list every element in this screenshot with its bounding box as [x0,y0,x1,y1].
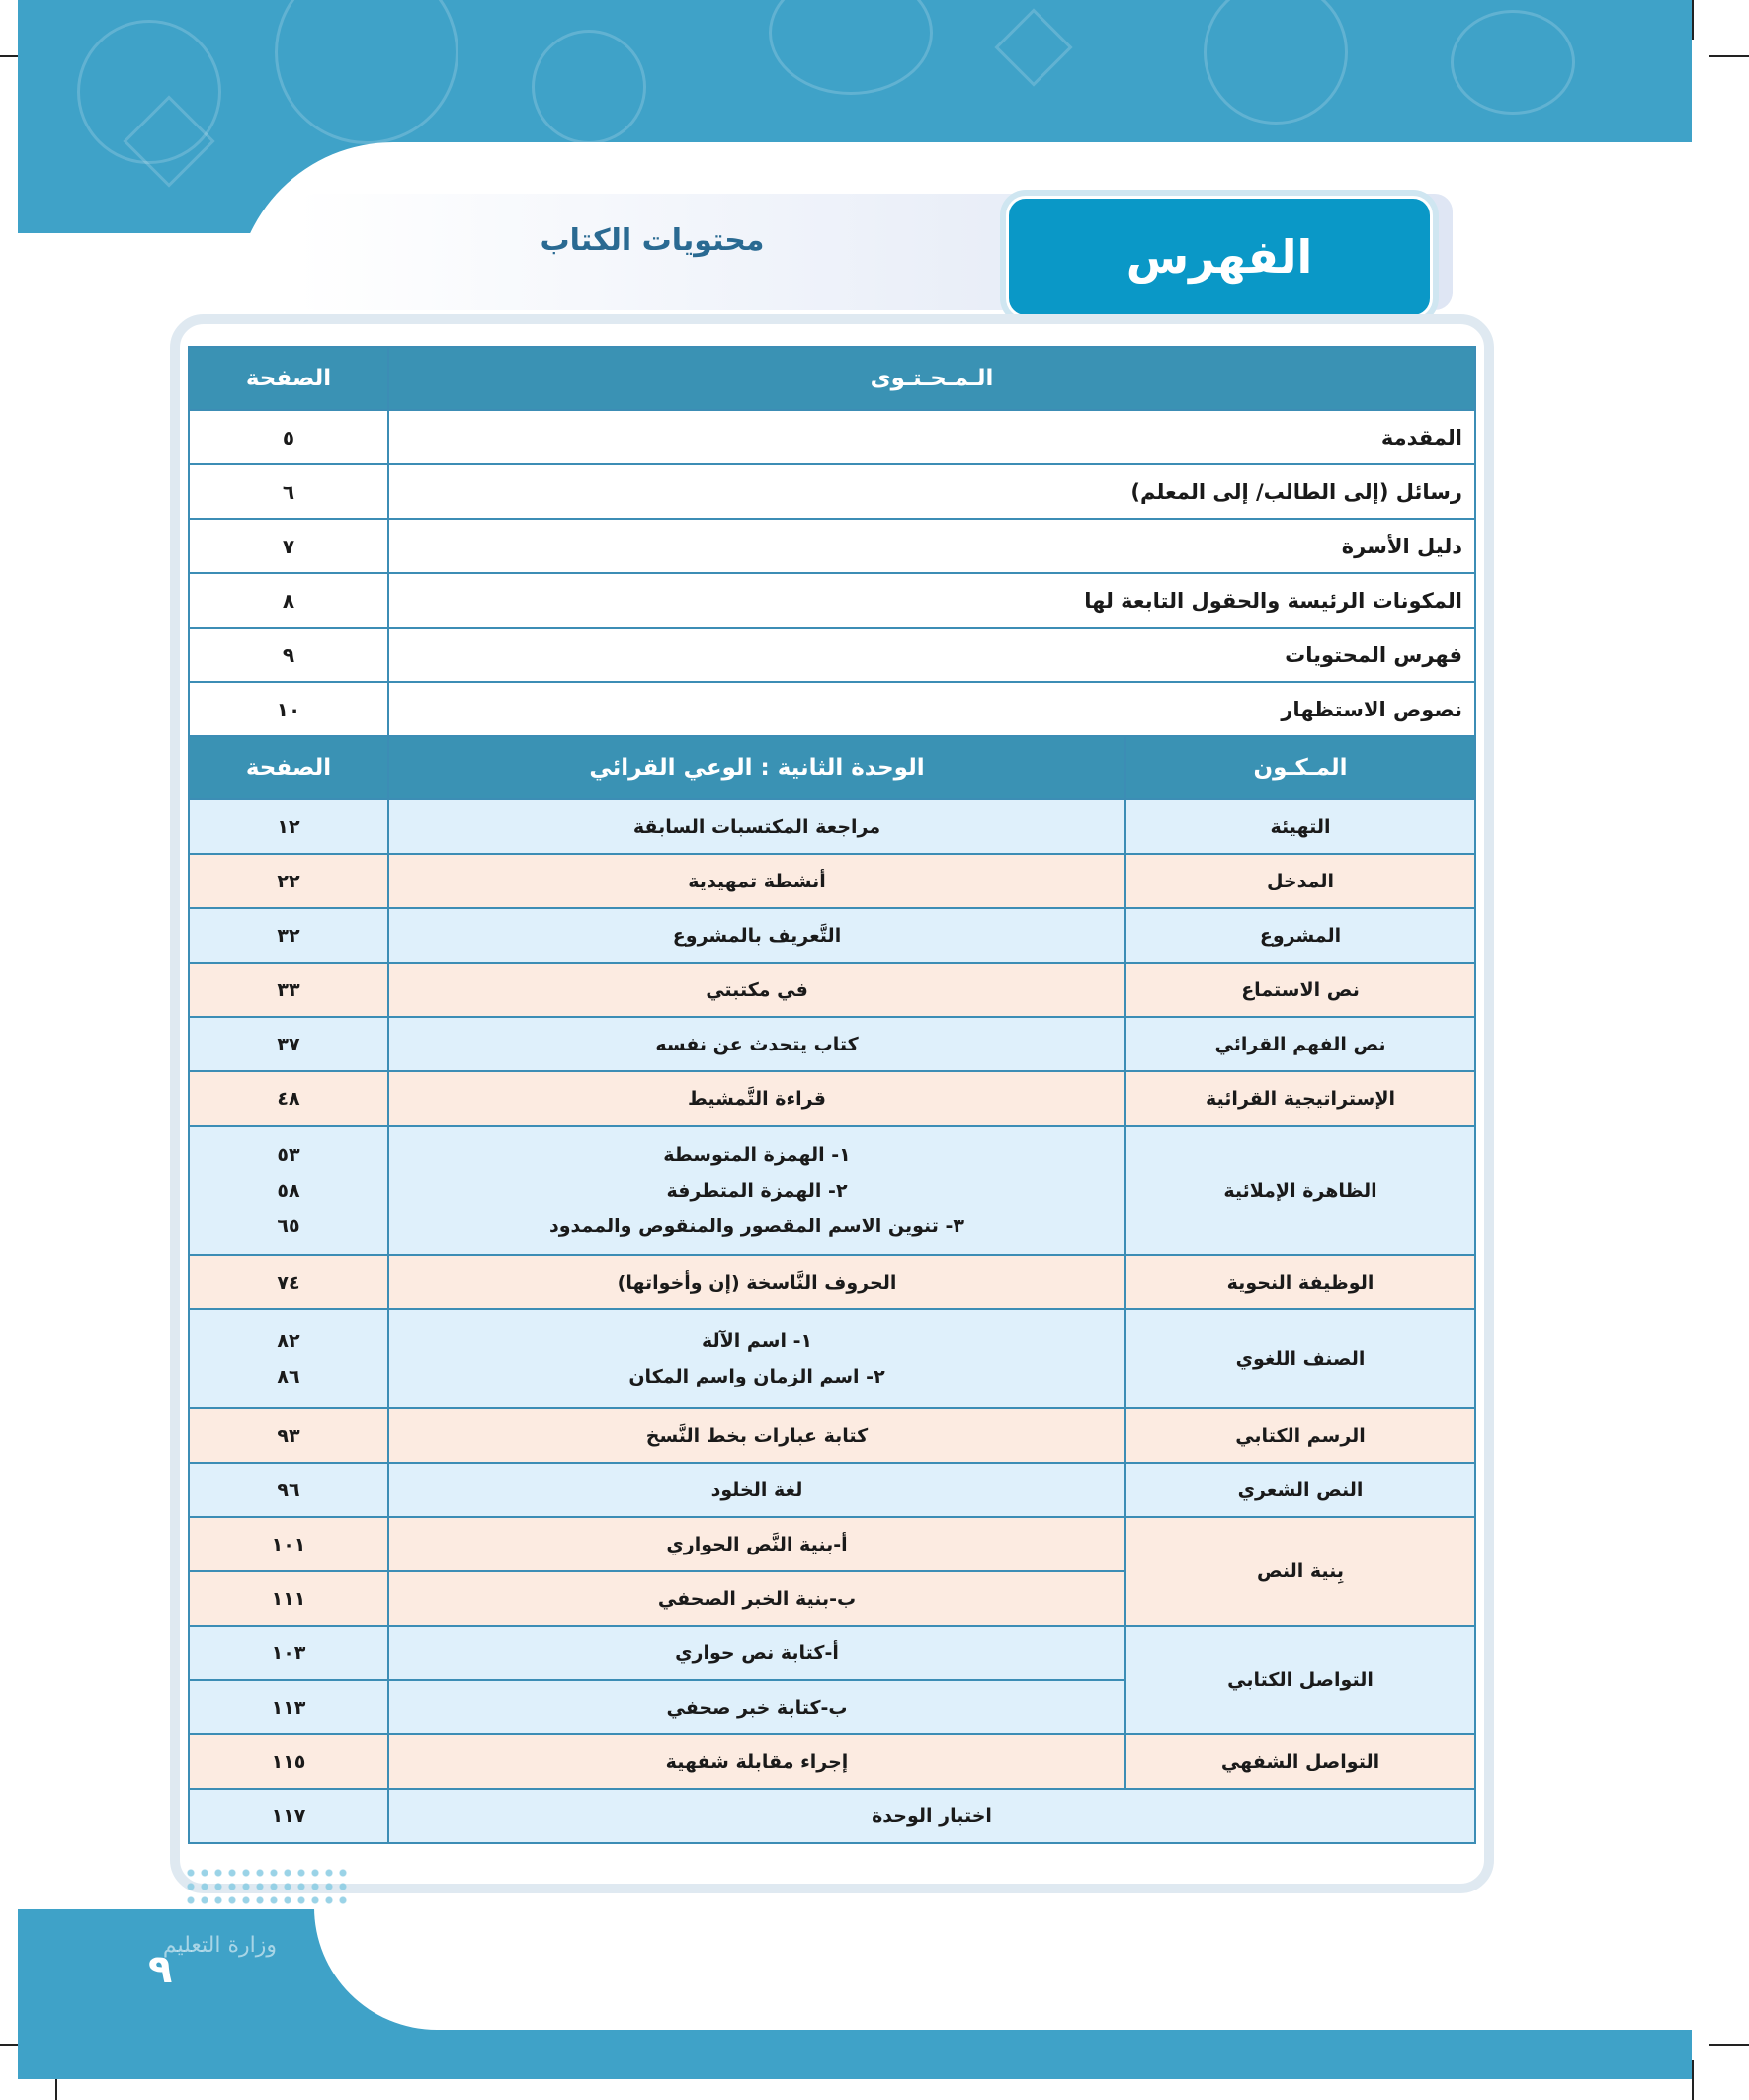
page-cell: ١٠٣ [189,1626,388,1680]
table-row [189,1017,1475,1071]
topic-cell: لغة الخلود [388,1463,1125,1517]
table-row [189,1789,1475,1843]
table-row [189,1517,1475,1571]
page-cell: ٣٢ [189,908,388,963]
header-page: الصفحة [189,347,388,410]
ministry-logo-text: وزارة التعليم [162,1933,277,1958]
intro-content: نصوص الاستظهار [388,682,1475,736]
intro-page: ٨ [189,573,388,628]
page-cell [189,1309,388,1408]
component-cell: المشروع [1125,908,1475,963]
table-row [189,1071,1475,1126]
topic-cell: مراجعة المكتسبات السابقة [388,799,1125,854]
page-cell: ١١٧ [189,1789,388,1843]
ministry-dots-logo [184,1866,350,1911]
component-cell: الظاهرة الإملائية [1125,1126,1475,1255]
table-row [189,682,1475,736]
component-cell: الإستراتيجية القرائية [1125,1071,1475,1126]
page-line: ٨٢ [277,1330,300,1352]
page-line: ٨٦ [277,1366,300,1387]
page-number: ٩ [148,1947,173,1992]
intro-page: ١٠ [189,682,388,736]
page-cell: ١١٣ [189,1680,388,1734]
component-cell: النص الشعري [1125,1463,1475,1517]
crop-mark [1709,2044,1749,2046]
component-cell: التهيئة [1125,799,1475,854]
page-cell: ٩٦ [189,1463,388,1517]
page-cell: ٤٨ [189,1071,388,1126]
topic-cell [388,1309,1125,1408]
topic-line: ٣- تنوين الاسم المقصور والمنقوص والممدود [548,1215,965,1237]
header-unit: الوحدة الثانية : الوعي القرائي [388,736,1125,799]
page-cell: ١١٥ [189,1734,388,1789]
table-row [189,1626,1475,1680]
table-row [189,1408,1475,1463]
page-title: الفهرس [1006,196,1433,318]
table-row [189,799,1475,854]
topic-cell: في مكتبتي [388,963,1125,1017]
table-row [189,1255,1475,1309]
table-row [189,464,1475,519]
topic-cell: كتاب يتحدث عن نفسه [388,1017,1125,1071]
component-cell: بِنية النص [1125,1517,1475,1626]
table-row [189,854,1475,908]
topic-cell: ب-كتابة خبر صحفي [388,1680,1125,1734]
topic-line: ٢- اسم الزمان واسم المكان [628,1366,885,1387]
topic-cell: أ-بنية النَّص الحواري [388,1517,1125,1571]
page-cell: ٩٣ [189,1408,388,1463]
contents-table [188,346,1476,1844]
topic-cell: أنشطة تمهيدية [388,854,1125,908]
topic-cell: كتابة عبارات بخط النَّسخ [388,1408,1125,1463]
table-row [189,908,1475,963]
topic-cell: إجراء مقابلة شفهية [388,1734,1125,1789]
table-row [189,573,1475,628]
crop-mark [1692,2060,1694,2100]
table-row [189,410,1475,464]
topic-cell: الحروف النَّاسخة (إن وأخواتها) [388,1255,1125,1309]
component-cell: نص الاستماع [1125,963,1475,1017]
component-cell: التواصل الكتابي [1125,1626,1475,1734]
table-row [189,1126,1475,1255]
intro-content: المكونات الرئيسة والحقول التابعة لها [388,573,1475,628]
intro-content: دليل الأسرة [388,519,1475,573]
component-cell: الوظيفة النحوية [1125,1255,1475,1309]
topic-line: ١- اسم الآلة [701,1330,813,1352]
page-cell: ١٢ [189,799,388,854]
topic-cell: ب-بنية الخبر الصحفي [388,1571,1125,1626]
intro-content: فهرس المحتويات [388,628,1475,682]
topic-cell: التَّعريف بالمشروع [388,908,1125,963]
table-row [189,628,1475,682]
table-row [189,1734,1475,1789]
component-cell: المدخل [1125,854,1475,908]
table-row [189,519,1475,573]
header-content: الـمـحـتـوى [388,347,1475,410]
intro-page: ٩ [189,628,388,682]
header-component: المـكـون [1125,736,1475,799]
page-cell: ٣٣ [189,963,388,1017]
page-cell: ٢٢ [189,854,388,908]
intro-content: رسائل (إلى الطالب/ إلى المعلم) [388,464,1475,519]
component-cell: الرسم الكتابي [1125,1408,1475,1463]
intro-page: ٥ [189,410,388,464]
component-cell: التواصل الشفهي [1125,1734,1475,1789]
crop-mark [1692,0,1694,40]
page-line: ٥٣ [277,1143,300,1166]
table-row [189,1309,1475,1408]
page-cell: ٣٧ [189,1017,388,1071]
topic-cell: قراءة التَّمشيط [388,1071,1125,1126]
page-subtitle: محتويات الكتاب [540,223,765,258]
header-page: الصفحة [189,736,388,799]
page-cell: ٧٤ [189,1255,388,1309]
table-row [189,1463,1475,1517]
page-line: ٦٥ [277,1215,300,1237]
topic-cell [388,1126,1125,1255]
table-row [189,963,1475,1017]
page-cell: ١٠١ [189,1517,388,1571]
crop-mark [1709,55,1749,57]
final-topic-cell: اختبار الوحدة [388,1789,1475,1843]
intro-page: ٧ [189,519,388,573]
component-cell: نص الفهم القرائي [1125,1017,1475,1071]
page-cell [189,1126,388,1255]
topic-line: ٢- الهمزة المتطرفة [666,1179,848,1202]
component-cell: الصنف اللغوي [1125,1309,1475,1408]
page-cell: ١١١ [189,1571,388,1626]
intro-page: ٦ [189,464,388,519]
page-line: ٥٨ [277,1179,300,1202]
intro-content: المقدمة [388,410,1475,464]
topic-line: ١- الهمزة المتوسطة [663,1143,851,1166]
topic-cell: أ-كتابة نص حواري [388,1626,1125,1680]
